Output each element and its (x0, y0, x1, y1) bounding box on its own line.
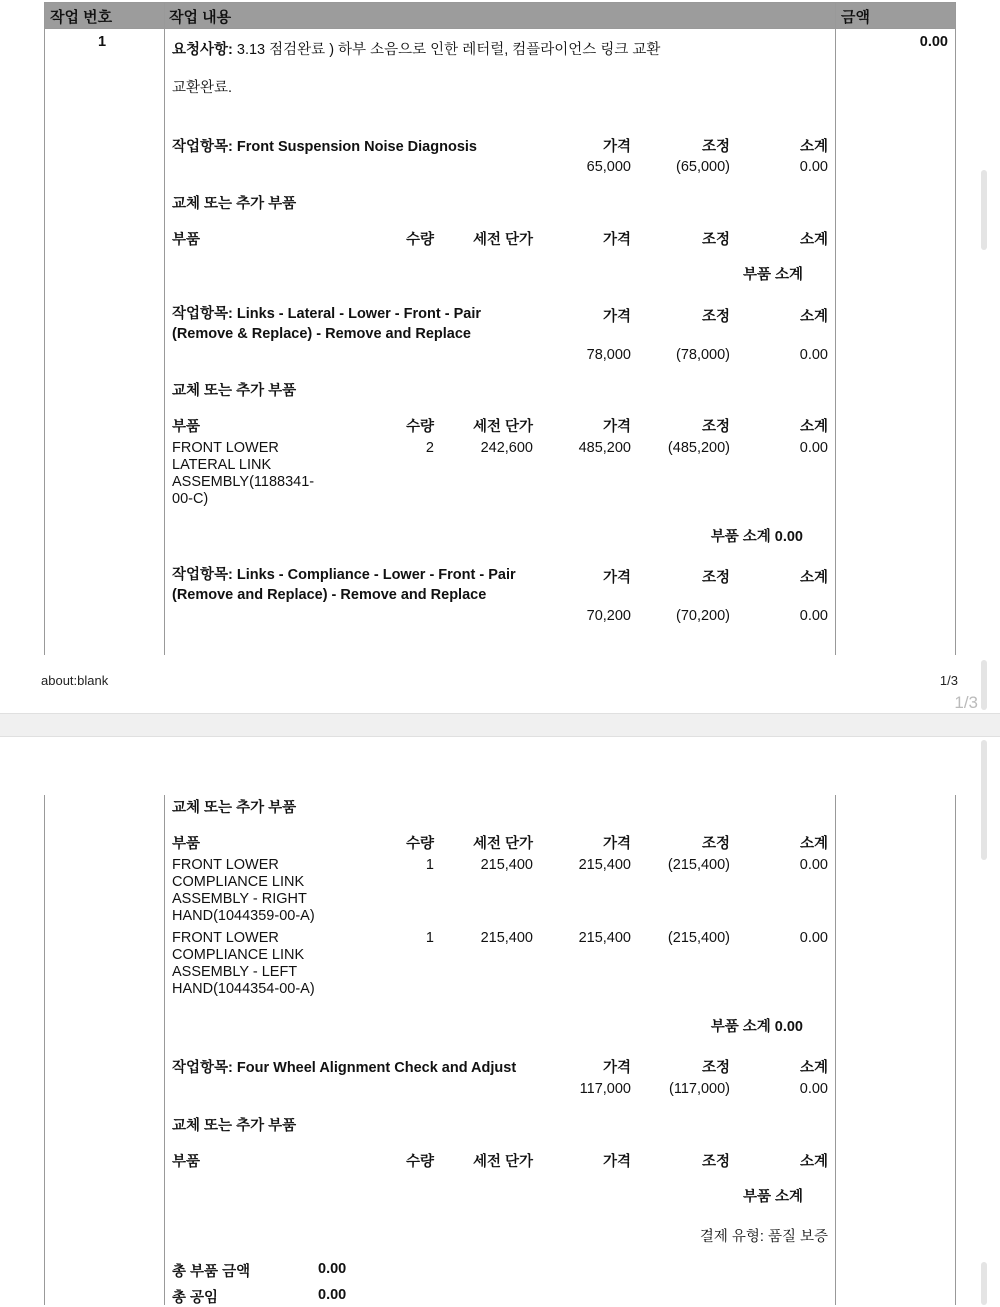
request-text: 3.13 점검완료 ) 하부 소음으로 인한 레터럴, 컴플라이언스 링크 교환 (232, 42, 661, 58)
task-name: Four Wheel Alignment Check and Adjust (236, 1060, 517, 1076)
part-qty: 1 (425, 857, 434, 873)
subtotal-col-header: 소계 (799, 836, 828, 852)
unit-price-col-header: 세전 단가 (472, 232, 533, 248)
adjust-header: 조정 (701, 570, 730, 586)
task-adjust: (117,000) (669, 1081, 730, 1097)
price-header: 가격 (602, 309, 631, 325)
header-job-number: 작업 번호 (50, 9, 113, 26)
task-adjust: (65,000) (675, 159, 730, 175)
qty-col-header: 수량 (405, 232, 434, 248)
part-name-line: ASSEMBLY(1188341- (172, 474, 315, 490)
qty-col-header: 수량 (405, 1154, 434, 1170)
adjust-col-header: 조정 (701, 836, 730, 852)
unit-price-col-header: 세전 단가 (472, 836, 533, 852)
parts-section-title: 교체 또는 추가 부품 (172, 383, 297, 399)
task-price: 117,000 (579, 1081, 631, 1097)
parts-subtotal: 부품 소계 (742, 1189, 803, 1205)
part-name-line: COMPLIANCE LINK (172, 947, 305, 963)
part-col-header: 부품 (172, 232, 201, 248)
subtotal-header: 소계 (799, 139, 828, 155)
total-parts-value: 0.00 (318, 1261, 347, 1277)
part-subtotal: 0.00 (799, 930, 828, 946)
task-subtotal: 0.00 (799, 347, 828, 363)
subtotal-col-header: 소계 (799, 232, 828, 248)
price-col-header: 가격 (602, 419, 631, 435)
part-adjust: (485,200) (667, 440, 730, 456)
part-unit-price: 242,600 (480, 440, 533, 456)
scrollbar-thumb[interactable] (981, 660, 987, 710)
scrollbar-thumb[interactable] (981, 1262, 987, 1305)
table-line (835, 2, 836, 655)
request-line (172, 38, 660, 59)
table-line (164, 795, 165, 1305)
price-header: 가격 (602, 1060, 631, 1076)
task-subtotal: 0.00 (799, 159, 828, 175)
task-title (172, 135, 477, 156)
part-price: 485,200 (578, 440, 631, 456)
part-col-header: 부품 (172, 836, 201, 852)
print-footer-url: about:blank (41, 673, 109, 688)
part-price: 215,400 (578, 930, 631, 946)
task-title (172, 304, 481, 344)
table-line (835, 795, 836, 1305)
part-col-header: 부품 (172, 419, 201, 435)
task-title (172, 1056, 516, 1077)
total-labor-value: 0.00 (318, 1287, 347, 1303)
adjust-header: 조정 (701, 139, 730, 155)
part-name-line: HAND(1044359-00-A) (172, 908, 315, 924)
job-number: 1 (98, 34, 107, 50)
table-line (955, 2, 956, 655)
price-header: 가격 (602, 139, 631, 155)
payment-type: 결제 유형: 품질 보증 (699, 1229, 828, 1245)
part-unit-price: 215,400 (480, 857, 533, 873)
job-note: 교환완료. (172, 80, 233, 96)
table-line (164, 2, 165, 655)
header-bottom-border (44, 28, 956, 29)
scrollbar-thumb[interactable] (981, 170, 987, 250)
price-col-header: 가격 (602, 1154, 631, 1170)
print-footer-page: 1/3 (939, 673, 958, 688)
price-col-header: 가격 (602, 836, 631, 852)
task-item-label: 작업항목: (172, 139, 233, 155)
job-amount: 0.00 (919, 34, 948, 50)
task-name: Front Suspension Noise Diagnosis (236, 139, 477, 155)
adjust-col-header: 조정 (701, 232, 730, 248)
part-name (172, 440, 314, 508)
task-subtotal: 0.00 (799, 608, 828, 624)
qty-col-header: 수량 (405, 419, 434, 435)
part-price: 215,400 (578, 857, 631, 873)
task-adjust: (70,200) (675, 608, 730, 624)
price-col-header: 가격 (602, 232, 631, 248)
task-name-line: (Remove and Replace) - Remove and Replace (172, 587, 487, 603)
adjust-header: 조정 (701, 309, 730, 325)
parts-subtotal: 부품 소계 0.00 (710, 1019, 803, 1035)
task-price: 65,000 (586, 159, 631, 175)
part-adjust: (215,400) (667, 930, 730, 946)
parts-subtotal: 부품 소계 0.00 (710, 529, 803, 545)
part-adjust: (215,400) (667, 857, 730, 873)
table-line (44, 795, 45, 1305)
task-price: 78,000 (586, 347, 631, 363)
part-name-line: FRONT LOWER (172, 930, 279, 946)
subtotal-col-header: 소계 (799, 419, 828, 435)
page-separator (0, 713, 1000, 737)
task-name-line: (Remove & Replace) - Remove and Replace (172, 326, 471, 342)
subtotal-header: 소계 (799, 1060, 828, 1076)
task-name-line: Links - Compliance - Lower - Front - Pair (236, 567, 516, 583)
task-subtotal: 0.00 (799, 1081, 828, 1097)
task-title (172, 565, 516, 605)
scrollbar-thumb[interactable] (981, 740, 987, 860)
part-subtotal: 0.00 (799, 440, 828, 456)
parts-subtotal: 부품 소계 (742, 267, 803, 283)
part-name-line: FRONT LOWER (172, 857, 279, 873)
part-col-header: 부품 (172, 1154, 201, 1170)
unit-price-col-header: 세전 단가 (472, 1154, 533, 1170)
task-item-label: 작업항목: (172, 567, 233, 583)
header-top-border (44, 2, 956, 3)
header-job-content: 작업 내용 (169, 9, 232, 26)
parts-section-title: 교체 또는 추가 부품 (172, 1118, 297, 1134)
table-line (955, 795, 956, 1305)
adjust-col-header: 조정 (701, 419, 730, 435)
task-name-line: Links - Lateral - Lower - Front - Pair (236, 306, 482, 322)
task-item-label: 작업항목: (172, 1060, 233, 1076)
part-name-line: LATERAL LINK (172, 457, 272, 473)
page-indicator: 1/3 (954, 693, 978, 712)
adjust-header: 조정 (701, 1060, 730, 1076)
header-cell-job-content (165, 3, 835, 28)
header-amount: 금액 (841, 9, 870, 26)
part-name-line: ASSEMBLY - LEFT (172, 964, 298, 980)
parts-section-title: 교체 또는 추가 부품 (172, 196, 297, 212)
part-name-line: ASSEMBLY - RIGHT (172, 891, 307, 907)
parts-section-title: 교체 또는 추가 부품 (172, 800, 297, 816)
total-parts-label: 총 부품 금액 (172, 1264, 251, 1280)
adjust-col-header: 조정 (701, 1154, 730, 1170)
subtotal-col-header: 소계 (799, 1154, 828, 1170)
task-item-label: 작업항목: (172, 306, 233, 322)
subtotal-header: 소계 (799, 570, 828, 586)
table-line (44, 2, 45, 655)
task-price: 70,200 (586, 608, 631, 624)
part-qty: 1 (425, 930, 434, 946)
part-name-line: HAND(1044354-00-A) (172, 981, 315, 997)
part-unit-price: 215,400 (480, 930, 533, 946)
subtotal-header: 소계 (799, 309, 828, 325)
part-name (172, 930, 315, 998)
request-label: 요청사항: (172, 42, 233, 58)
part-name-line: FRONT LOWER (172, 440, 279, 456)
price-header: 가격 (602, 570, 631, 586)
task-adjust: (78,000) (675, 347, 730, 363)
qty-col-header: 수량 (405, 836, 434, 852)
part-name-line: 00-C) (172, 491, 209, 507)
part-subtotal: 0.00 (799, 857, 828, 873)
part-name-line: COMPLIANCE LINK (172, 874, 305, 890)
part-name (172, 857, 315, 925)
part-qty: 2 (425, 440, 434, 456)
unit-price-col-header: 세전 단가 (472, 419, 533, 435)
total-labor-label: 총 공임 (172, 1290, 219, 1306)
